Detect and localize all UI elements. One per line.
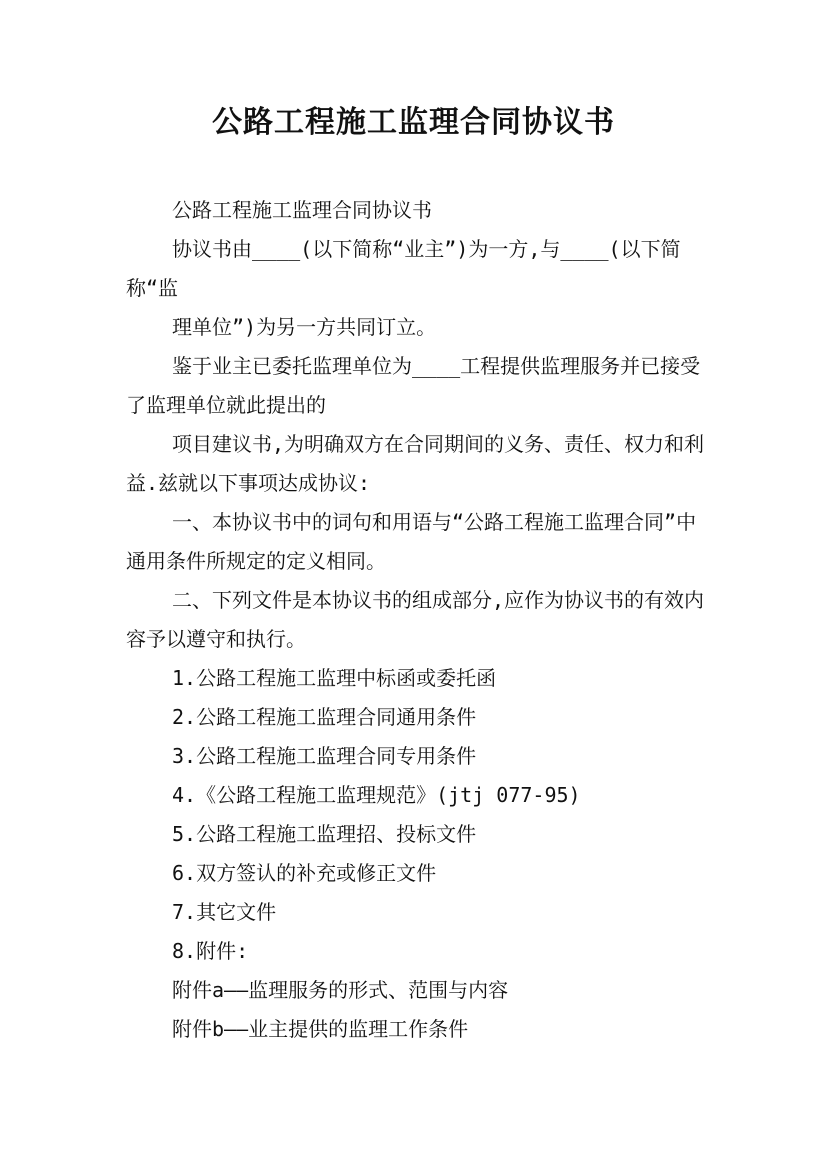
paragraph-subtitle: 公路工程施工监理合同协议书 <box>172 198 432 222</box>
list-item: 5.公路工程施工监理招、投标文件 <box>172 822 477 846</box>
list-item: 4.《公路工程施工监理规范》(jtj 077-95) <box>172 783 581 807</box>
list-item: 8.附件: <box>172 939 249 963</box>
clause-1: 一、本协议书中的词句和用语与“公路工程施工监理合同”中通用条件所规定的定义相同。 <box>126 510 697 573</box>
attachment-item: 附件a——监理服务的形式、范围与内容 <box>172 978 509 1002</box>
paragraph-whereas: 鉴于业主已委托监理单位为____工程提供监理服务并已接受了监理单位就此提出的 <box>126 354 701 417</box>
paragraph-parties: 协议书由____(以下简称“业主”)为一方,与____(以下简称“监 <box>126 237 681 300</box>
document-body <box>126 191 706 1049</box>
document-title: 公路工程施工监理合同协议书 <box>212 105 615 140</box>
clause-2: 二、下列文件是本协议书的组成部分,应作为协议书的有效内容予以遵守和执行。 <box>126 588 705 651</box>
list-item: 3.公路工程施工监理合同专用条件 <box>172 744 477 768</box>
paragraph-parties-cont: 理单位”)为另一方共同订立。 <box>172 315 437 339</box>
list-item: 2.公路工程施工监理合同通用条件 <box>172 705 477 729</box>
paragraph-whereas-cont: 项目建议书,为明确双方在合同期间的义务、责任、权力和利益.兹就以下事项达成协议: <box>126 432 705 495</box>
list-item: 6.双方签认的补充或修正文件 <box>172 861 437 885</box>
list-item: 7.其它文件 <box>172 900 277 924</box>
list-item: 1.公路工程施工监理中标函或委托函 <box>172 666 497 690</box>
attachment-item: 附件b——业主提供的监理工作条件 <box>172 1017 469 1041</box>
